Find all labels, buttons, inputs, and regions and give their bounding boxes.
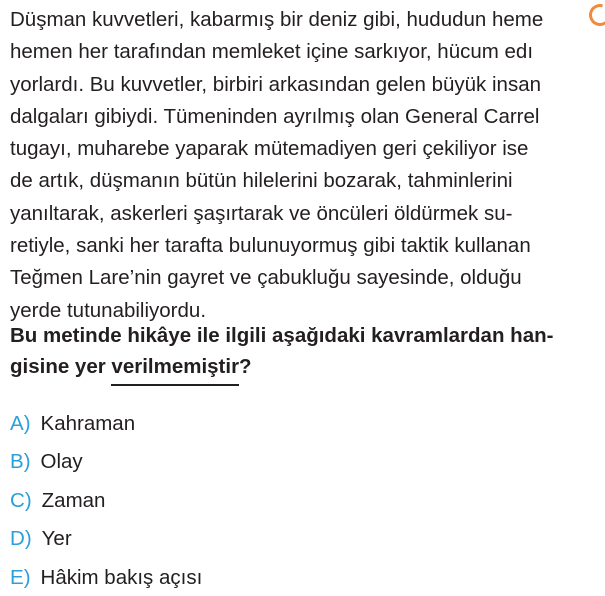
passage-line: tugayı, muharebe yaparak mütemadiyen geri çekiliyor ise: [10, 137, 529, 161]
option-paren: ): [24, 488, 32, 512]
emphasized-word: verilmemiştir: [111, 351, 239, 382]
option-text: Kahraman: [40, 412, 136, 435]
passage-line: retiyle, sanki her tarafta bulunuyormuş gibi taktik kullanan: [10, 234, 531, 258]
option-letter: C: [10, 488, 25, 512]
passage-line: yerde tutunabiliyordu.: [10, 298, 207, 322]
option-text: Hâkim bakış açısı: [40, 565, 203, 589]
passage-line: Düşman kuvvetleri, kabarmış bir deniz gibi, hududun heme: [10, 8, 544, 31]
passage-line: de artık, düşmanın bütün hilelerini bozarak, tahminlerini: [10, 169, 513, 193]
option-paren: ): [23, 565, 31, 589]
passage-line: yanıltarak, askerleri şaşırtarak ve öncüleri öldürmek su-: [10, 201, 513, 225]
reading-passage: [10, 4, 605, 327]
question-stem: [10, 320, 600, 382]
option-paren: ): [23, 450, 31, 474]
passage-line: Teğmen Lare’nin gayret ve çabukluğu sayesinde, olduğu: [10, 266, 522, 290]
option-a[interactable]: [10, 405, 590, 443]
option-e[interactable]: [10, 559, 590, 596]
option-text: Zaman: [41, 488, 106, 512]
question-mark: ?: [239, 355, 252, 378]
option-b[interactable]: [10, 443, 590, 481]
option-letter: A: [10, 412, 24, 435]
question-prefix: gisine yer: [10, 355, 112, 378]
question-line-1: Bu metinde hikâye ile ilgili aşağıdaki kavramlardan han-: [10, 324, 554, 347]
option-text: Yer: [41, 527, 72, 551]
passage-line: dalgaları gibiydi. Tümeninden ayrılmış olan General Carrel: [10, 104, 540, 128]
option-letter: D: [10, 527, 25, 551]
answer-options: [10, 405, 590, 596]
option-c[interactable]: [10, 482, 590, 520]
option-paren: ): [24, 527, 32, 551]
option-text: Olay: [40, 450, 83, 474]
passage-line: yorlardı. Bu kuvvetler, birbiri arkasından gelen büyük insan: [10, 72, 542, 96]
option-d[interactable]: [10, 520, 590, 558]
option-letter: B: [10, 450, 24, 474]
option-letter: E: [10, 565, 24, 589]
passage-line: hemen her tarafından memleket içine sarkıyor, hücum edı: [10, 40, 534, 64]
option-paren: ): [23, 412, 31, 435]
question-line-2: [10, 351, 600, 382]
